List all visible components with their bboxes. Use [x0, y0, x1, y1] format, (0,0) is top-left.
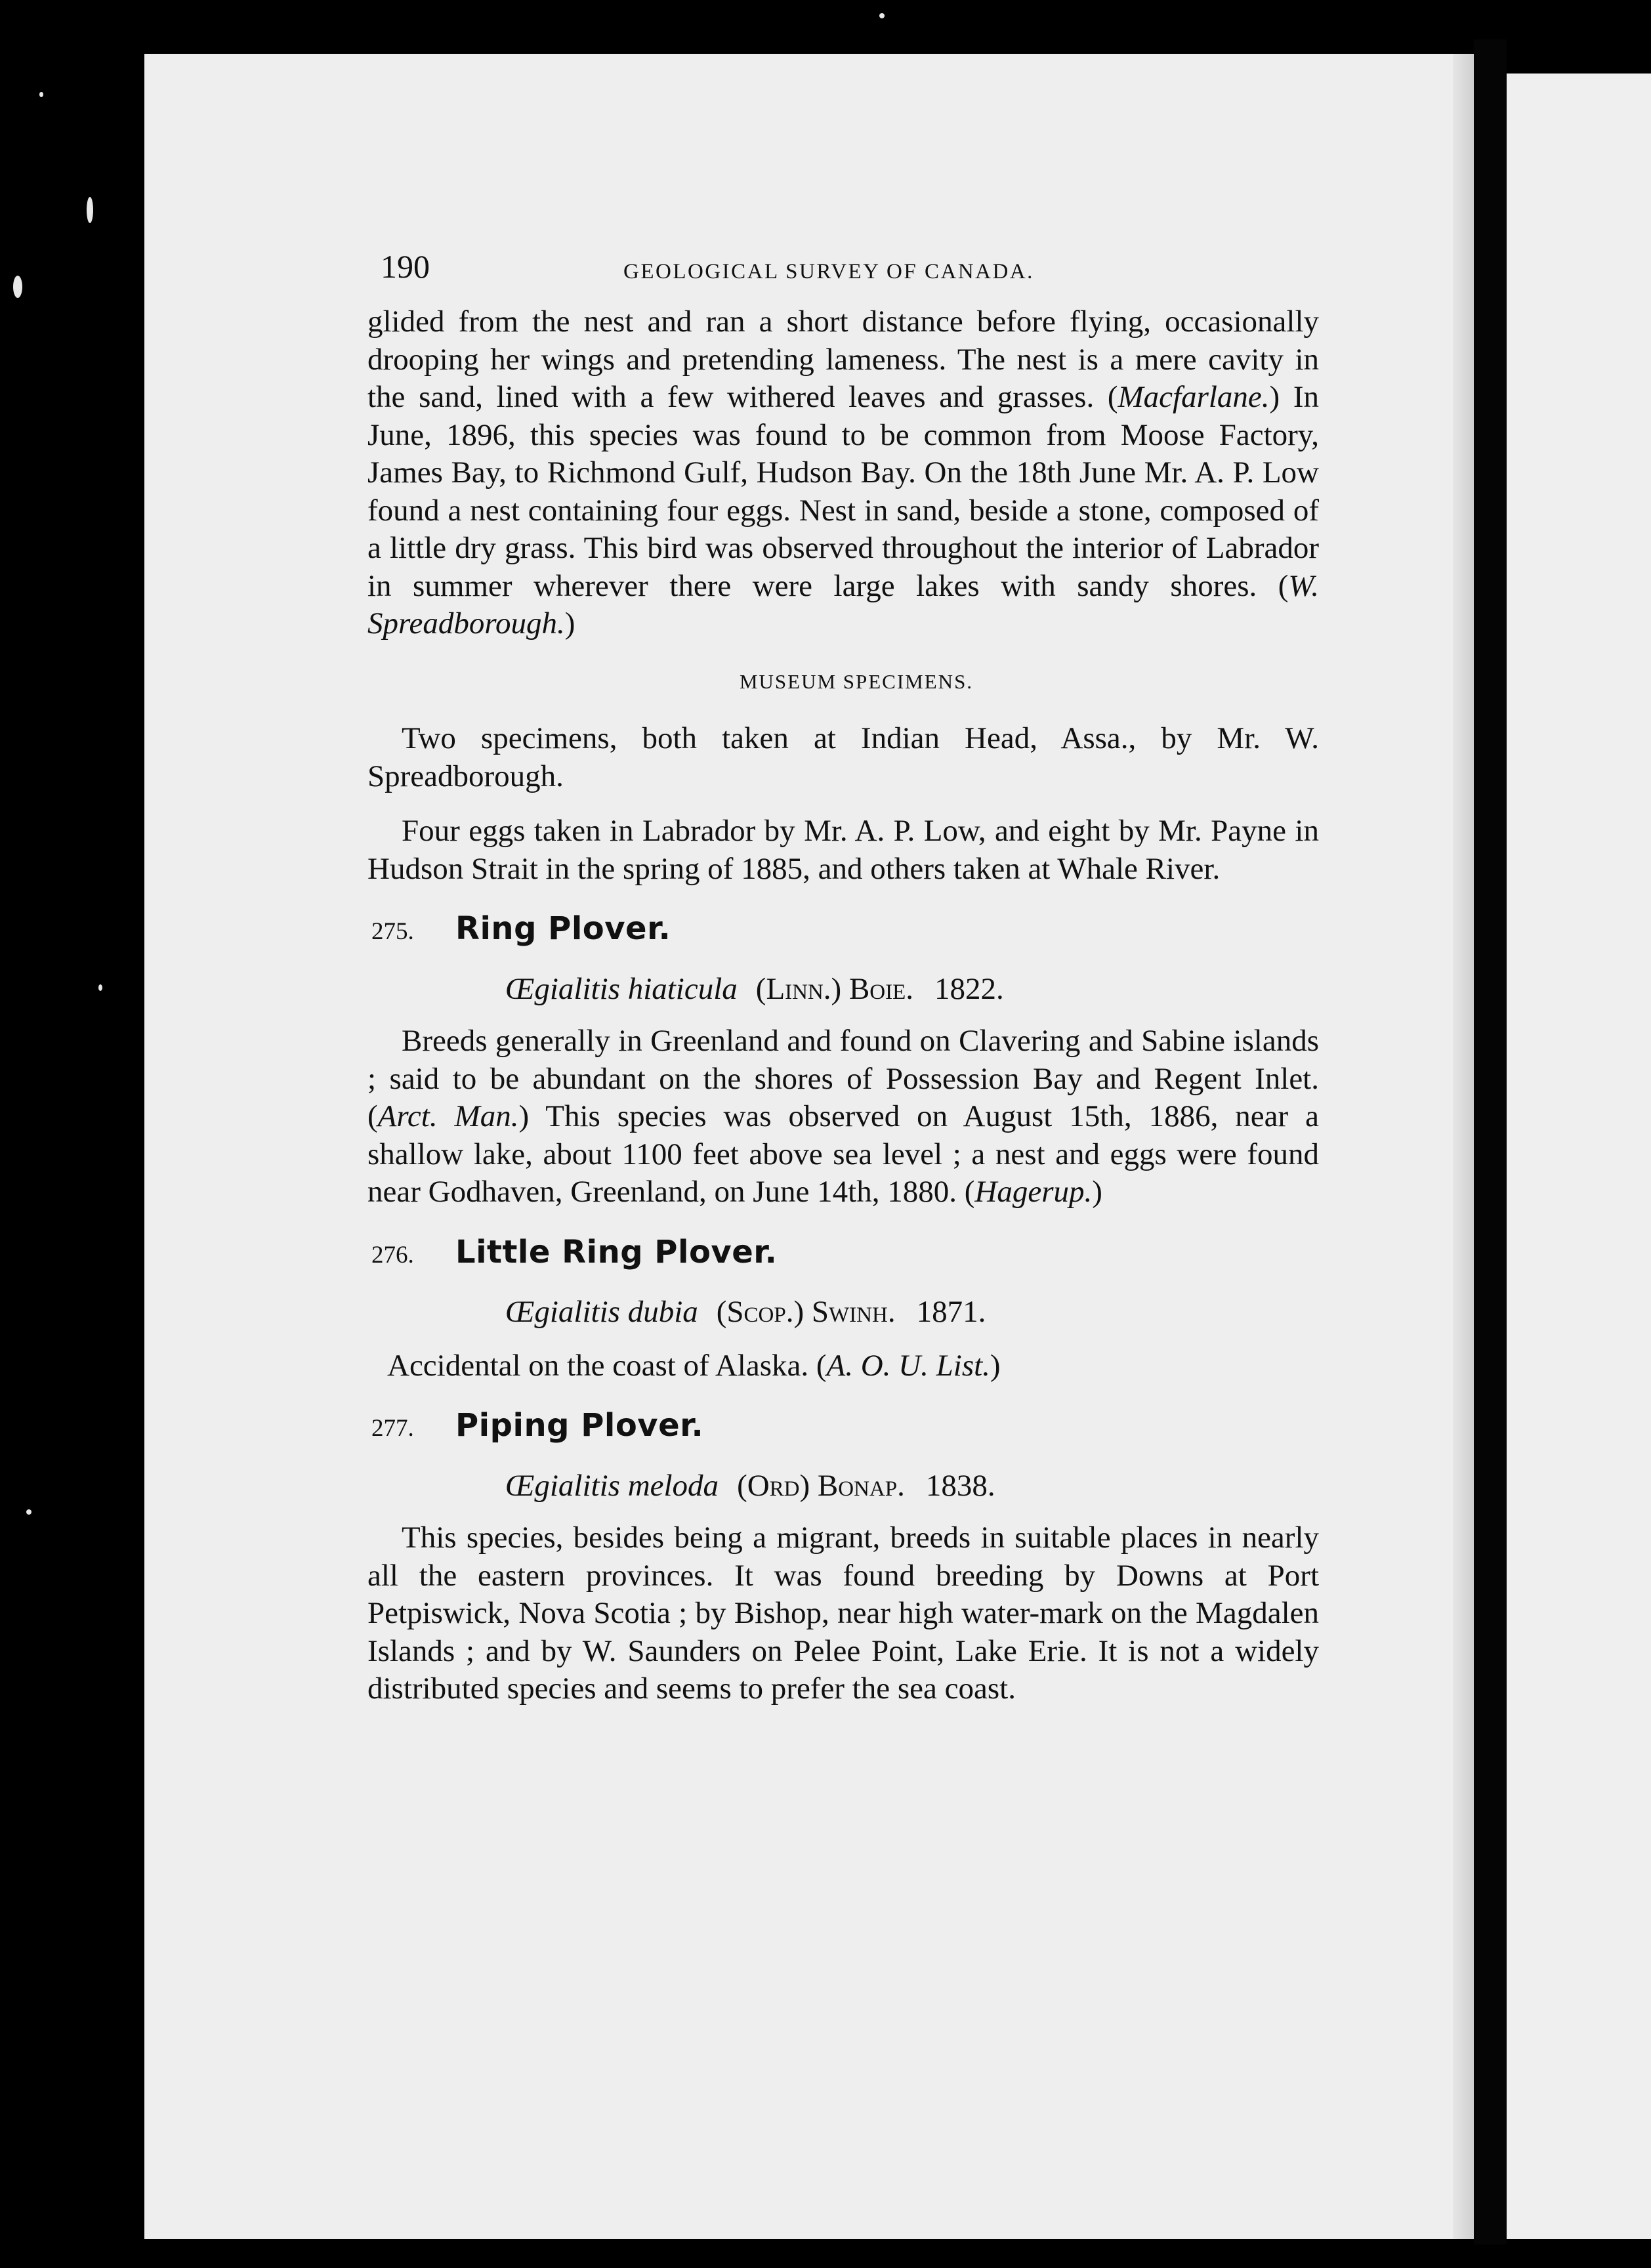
museum-paragraph: Two specimens, both taken at Indian Head, Assa., by Mr. W. Spreadborough. — [367, 721, 1319, 793]
citation: Hagerup. — [974, 1175, 1093, 1209]
citation: A. O. U. List. — [826, 1348, 990, 1383]
paragraph-text: glided from the nest and ran a short distance before flying, occasionally drooping her wings and pretending lameness. The nest is a mere cavity in the sand, lined with a few withered leaves and grasses. ( — [367, 304, 1319, 414]
year: 1838. — [925, 1468, 995, 1503]
species-number: 277. — [371, 1415, 414, 1442]
page-gutter — [1474, 39, 1507, 2244]
page-header — [367, 244, 1319, 303]
authority: (Ord) Bonap. — [737, 1468, 905, 1503]
continued-paragraph — [367, 303, 1319, 643]
paragraph-text: ) In June, 1896, this species was found to be common from Moose Factory, James Bay, to Richmond Gulf, Hudson Bay. On the 18th June Mr. A. P. Low found a nest containing four eggs. Nest in sand, beside a stone, composed of a little dry grass. This bird was observed throughout the interior of Labrador in summer wherever there were large lakes with sandy shores. ( — [367, 380, 1319, 603]
museum-paragraph: Four eggs taken in Labrador by Mr. A. P. Low, and eight by Mr. Payne in Hudson Strait in the spring of 1885, and others taken at Whale River. — [367, 814, 1319, 886]
authority: (Linn.) Boie. — [755, 971, 914, 1006]
page-text — [367, 244, 1319, 1708]
scan-speck — [39, 92, 43, 97]
latin-name: Œgialitis meloda — [505, 1468, 719, 1503]
latin-name: Œgialitis hiaticula — [505, 971, 738, 1006]
paragraph-text: ) — [564, 606, 575, 640]
species-number: 275. — [371, 918, 414, 945]
authority: (Scop.) Swinh. — [716, 1295, 896, 1329]
species-paragraph: This species, besides being a migrant, breeds in suitable places in nearly all the eastern provinces. It was found breeding by Downs at Port Petpiswick, Nova Scotia ; by Bishop, near high water-mark on the Magdalen Islands ; and by W. Saunders on Pelee Point, Lake Erie. It is not a widely distributed species and seems to prefer the sea coast. — [367, 1521, 1319, 1706]
scan-speck — [879, 13, 885, 18]
page-edge-shadow — [1453, 54, 1474, 2239]
scan-speck — [98, 984, 102, 991]
paragraph-text: Breeds generally in Greenland and found on Clavering and Sabine islands ; said to be abundant on the shores of Possession Bay and Regent Inlet. ( — [367, 1024, 1319, 1133]
species-binomial — [367, 1293, 1319, 1332]
species-heading — [367, 1407, 1319, 1448]
paragraph-text: ) — [1092, 1175, 1102, 1209]
year: 1822. — [934, 971, 1004, 1006]
species-name: Little Ring Plover. — [455, 1233, 778, 1270]
citation: W. Spreadborough. — [367, 568, 1319, 640]
scan-speck — [87, 197, 93, 223]
museum-specimens-heading: MUSEUM SPECIMENS. — [739, 669, 974, 693]
scan-speck — [26, 1509, 31, 1515]
species-name: Ring Plover. — [455, 910, 671, 947]
species-heading — [367, 910, 1319, 951]
species-binomial — [367, 971, 1319, 1009]
citation: Arct. Man. — [377, 1099, 519, 1133]
citation: Macfarlane. — [1118, 380, 1270, 414]
latin-name: Œgialitis dubia — [505, 1295, 698, 1329]
paragraph-text: ) — [990, 1348, 1001, 1383]
paragraph-text: Accidental on the coast of Alaska. ( — [387, 1348, 827, 1383]
species-binomial — [367, 1467, 1319, 1505]
species-name: Piping Plover. — [455, 1407, 704, 1444]
running-title: GEOLOGICAL SURVEY OF CANADA. — [623, 260, 1034, 284]
page-number: 190 — [381, 248, 430, 285]
year: 1871. — [916, 1295, 986, 1329]
species-paragraph — [367, 1347, 1319, 1385]
adjacent-page-edge — [1507, 74, 1651, 2239]
scan-speck — [13, 276, 22, 298]
species-paragraph — [367, 1022, 1319, 1211]
species-number: 276. — [371, 1241, 414, 1269]
species-heading — [367, 1234, 1319, 1274]
paragraph-text: ) This species was observed on August 15th, 1886, near a shallow lake, about 1100 feet above sea level ; a nest and eggs were found near Godhaven, Greenland, on June 14th, 1880. ( — [367, 1099, 1320, 1209]
